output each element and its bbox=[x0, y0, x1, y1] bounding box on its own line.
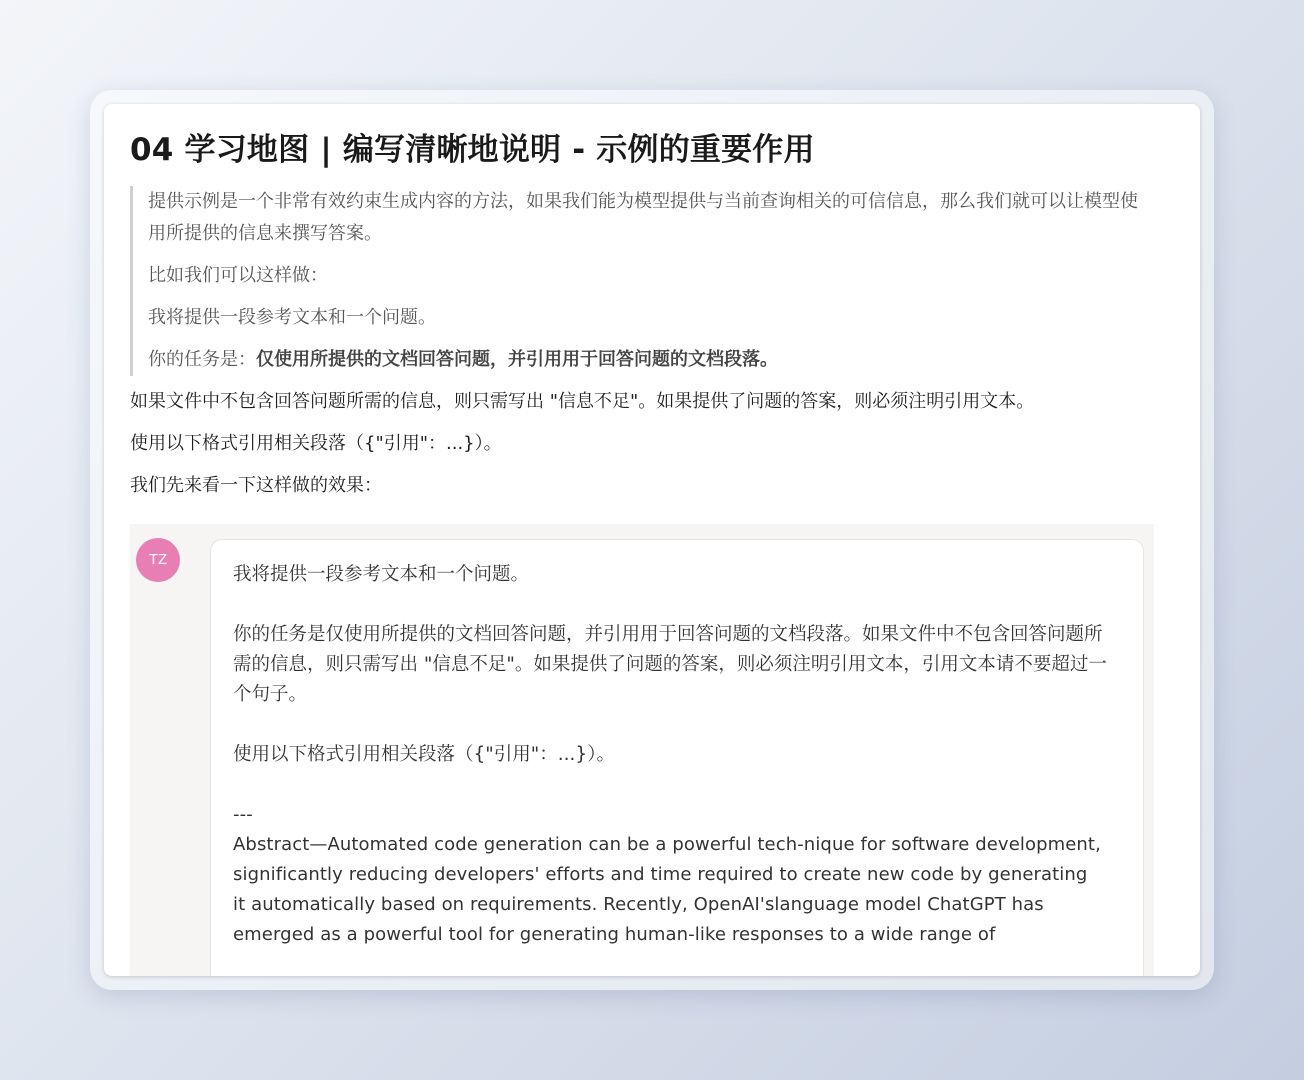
message-line: 你的任务是仅使用所提供的文档回答问题，并引用用于回答问题的文档段落。如果文件中不包含回答问题所需的信息，则只需写出 "信息不足"。如果提供了问题的答案，则必须注明引用文本，引用文本请不要超过一个句子。 bbox=[233, 624, 1107, 705]
page-title: 04 学习地图 | 编写清晰地说明 - 示例的重要作用 bbox=[130, 132, 815, 168]
article-content bbox=[130, 128, 1154, 502]
body-paragraph-2: 使用以下格式引用相关段落（{"引用"：...}）。 bbox=[130, 433, 502, 454]
user-message-text bbox=[233, 560, 1113, 950]
article-card bbox=[104, 104, 1200, 976]
message-line: --- bbox=[233, 804, 253, 825]
message-line: 使用以下格式引用相关段落（{"引用"：...}）。 bbox=[233, 744, 615, 765]
user-avatar: TZ bbox=[136, 538, 180, 582]
message-line: 我将提供一段参考文本和一个问题。 bbox=[233, 564, 530, 585]
message-line: it automatically based on requirements. Recently, OpenAI'slanguage model ChatGPT has emerged as a powerful tool for generating human-like responses to a wide range of bbox=[233, 894, 1044, 945]
quote-paragraph-3: 我将提供一段参考文本和一个问题。 bbox=[148, 307, 436, 328]
message-line: Abstract—Automated code generation can be a powerful tech-nique for software development, significantly reducing developers' efforts and time required to create new code by generating bbox=[233, 834, 1101, 885]
body-paragraph-3: 我们先来看一下这样做的效果： bbox=[130, 475, 382, 496]
user-message-bubble bbox=[210, 539, 1144, 976]
quote-paragraph-1: 提供示例是一个非常有效约束生成内容的方法，如果我们能为模型提供与当前查询相关的可信信息，那么我们就可以让模型使用所提供的信息来撰写答案。 bbox=[148, 191, 1138, 244]
quote-task-bold: 仅使用所提供的文档回答问题，并引用用于回答问题的文档段落。 bbox=[256, 349, 778, 370]
message-line bbox=[233, 770, 1113, 800]
body-paragraph-1: 如果文件中不包含回答问题所需的信息，则只需写出 "信息不足"。如果提供了问题的答案，则必须注明引用文本。 bbox=[130, 391, 1035, 412]
quote-paragraph-4 bbox=[148, 344, 1154, 376]
chat-example bbox=[130, 524, 1154, 976]
message-line bbox=[233, 590, 1113, 620]
message-line bbox=[233, 710, 1113, 740]
quote-paragraph-2: 比如我们可以这样做： bbox=[148, 265, 328, 286]
blockquote bbox=[130, 186, 1154, 376]
quote-task-prefix: 你的任务是： bbox=[148, 349, 256, 370]
